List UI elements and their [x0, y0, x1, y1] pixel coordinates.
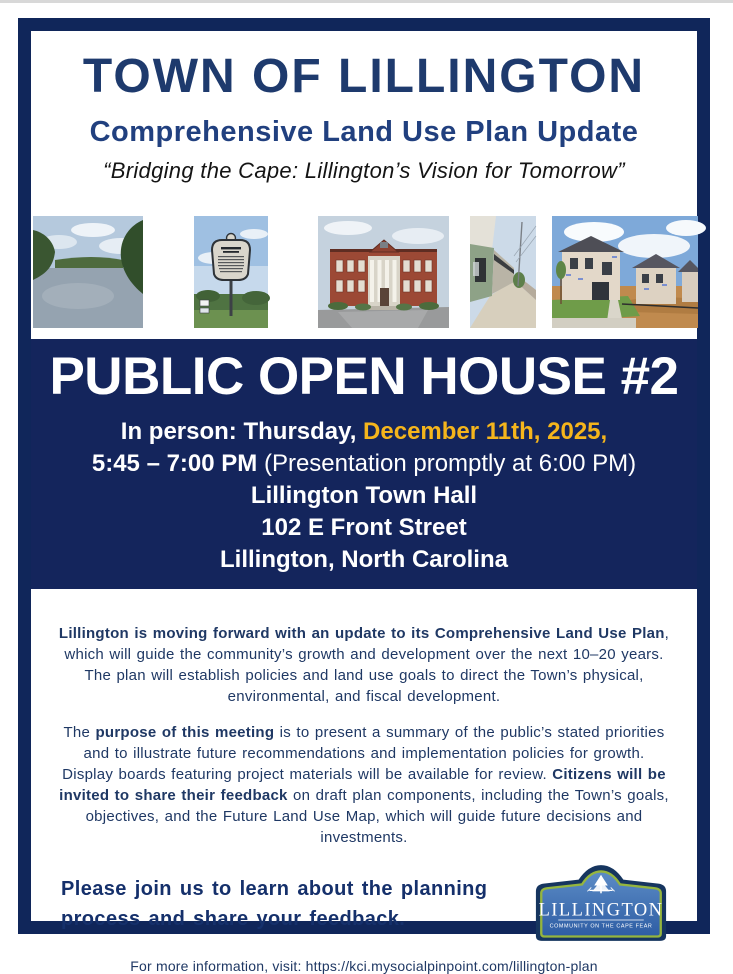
flyer-page — [18, 18, 710, 974]
event-city: Lillington, North Carolina — [220, 545, 508, 573]
lillington-town-logo — [533, 864, 669, 942]
closing-row — [31, 864, 697, 942]
footer-info-url: For more information, visit: https://kci.mysocialpinpoint.com/lillington-plan — [130, 958, 598, 974]
closing-invitation: Please join us to learn about the planning process and share your feedback. — [61, 878, 488, 931]
tagline: “Bridging the Cape: Lillington’s Vision for Tomorrow” — [103, 158, 625, 184]
body-text-section — [31, 589, 697, 848]
paragraph-meeting-purpose: The purpose of this meeting is to present a summary of the public’s stated priorities and to illustrate future recommendations and implementation policies for growth. Display boards featuring project materials will be available for review. Citizens will be invited to share their feedback on draft plan components, including the Town’s goals, objectives, and the Future Land Use Map, which will guide future decisions and investments. — [59, 724, 669, 847]
flyer-header — [31, 51, 697, 184]
logo-wordmark: LILLINGTON — [538, 899, 664, 920]
page-title: TOWN OF LILLINGTON — [82, 50, 646, 103]
event-date-line: In person: Thursday, December 11th, 2025, — [120, 417, 608, 445]
event-heading: PUBLIC OPEN HOUSE #2 — [49, 347, 679, 407]
event-time-line: 5:45 – 7:00 PM (Presentation promptly at 6:00 PM) — [91, 449, 637, 477]
photo-strip — [31, 216, 697, 328]
event-venue: Lillington Town Hall — [250, 481, 478, 509]
historic-brick-building-photo — [318, 216, 449, 328]
downtown-sidewalk-photo — [470, 216, 536, 328]
screen-top-strip — [0, 0, 733, 3]
event-banner — [31, 339, 697, 589]
event-details — [31, 416, 697, 576]
page-subtitle: Comprehensive Land Use Plan Update — [89, 115, 639, 148]
paragraph-plan-overview: Lillington is moving forward with an update to its Comprehensive Land Use Plan, which will guide the community’s growth and development over the next 10–20 years. The plan will establish policies and land use goals to direct the Town’s physical, environmental, and fiscal development. — [58, 625, 670, 706]
event-date-highlight: December 11th, 2025, — [363, 417, 608, 445]
historical-marker-photo — [194, 216, 268, 328]
cape-fear-river-photo — [33, 216, 143, 328]
event-address: 102 E Front Street — [261, 513, 467, 541]
new-homes-construction-photo — [552, 216, 698, 328]
logo-tagline: COMMUNITY ON THE CAPE FEAR — [549, 923, 653, 930]
